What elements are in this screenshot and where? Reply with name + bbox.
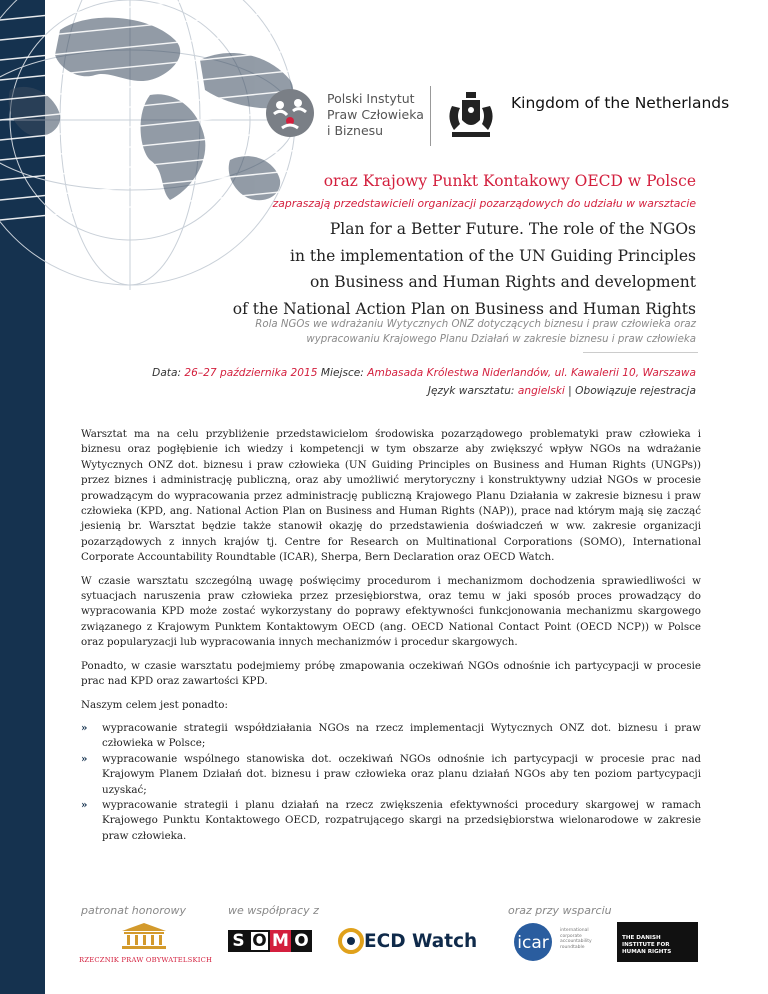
workshop-subtitle — [255, 317, 696, 347]
separator: | — [568, 385, 572, 397]
danish-logo-line: HUMAN RIGHTS — [622, 948, 672, 955]
paragraph: Warsztat ma na celu przybliżenie przedstawicielom środowiska pozarządowego problematyki praw człowieka i biznesu oraz pogłębienie ich wiedzy i kompetencji w tym obszarze aby zwiększyć wpływ NGOs na wdrażanie Wytycznych ONZ dot. biznesu i praw człowieka (UN Guiding Principles on Business and Human Rights (UNGPs)) przez biznes i administrację publiczną, oraz aby umożliwić merytoryczny i konstruktywny udział NGOs w procesie prowadzącym do wypracowania przez administrację publiczną Krajowego Planu Działania w zakresie biznesu i praw człowieka (KPD, ang. National Action Plan on Business and Human Rights (NAP)), prace nad którym mają się zacząć jesienią br. Warsztat będzie także stanowił okazję do przedstawienia doświadczeń w ww. zakresie organizacji pozarządowych z innych krajów tj. Centre for Research on Multinational Corporations (SOMO), International Corporate Accountability Roundtable (ICAR), Sherpa, Bern Declaration oraz OECD Watch. — [81, 428, 701, 564]
list-item-text: wypracowanie wspólnego stanowiska dot. oczekiwań NGOs odnośnie ich partycypacji w procesie prac nad Krajowym Planem Działań dot. biznesu i praw człowieka oraz planu działań NGOs aby ten poziom partycypacji uzyskać; — [102, 752, 701, 796]
goals-list — [81, 721, 701, 844]
pip-logo-text — [327, 91, 424, 139]
body-text — [81, 427, 701, 844]
danish-logo-line: INSTITUTE FOR — [622, 941, 670, 948]
subtitle-rule — [583, 352, 698, 353]
event-date-place — [152, 367, 696, 379]
icar-subtitle — [560, 928, 592, 950]
danish-institute-logo — [617, 922, 698, 962]
somo-logo — [228, 930, 312, 952]
icar-subtitle-line: roundtable — [560, 944, 585, 950]
workshop-title — [233, 216, 696, 322]
patronage-label: patronat honorowy — [81, 904, 186, 917]
rpo-building-icon — [118, 922, 170, 950]
rpo-logo — [79, 922, 213, 964]
date-value: 26–27 października 2015 — [184, 367, 318, 379]
list-item — [81, 721, 701, 752]
somo-letter: O — [291, 930, 312, 952]
oecd-watch-text: ECD Watch — [364, 930, 478, 952]
netherlands-logo-text: Kingdom of the Netherlands — [511, 94, 730, 112]
title-line: of the National Action Plan on Business and Human Rights — [232, 299, 696, 318]
language-value: angielski — [517, 385, 565, 397]
oecd-watch-o-icon — [338, 928, 364, 954]
subtitle-line: Rola NGOs we wdrażaniu Wytycznych ONZ dotyczących biznesu i praw człowieka oraz — [255, 319, 696, 330]
paragraph: Naszym celem jest ponadto: — [81, 698, 228, 711]
list-item — [81, 752, 701, 798]
netherlands-crest-icon — [442, 88, 500, 142]
pip-logo-line: Praw Człowieka — [327, 107, 424, 122]
place-value: Ambasada Królestwa Niderlandów, ul. Kawalerii 10, Warszawa — [367, 367, 696, 379]
bullet-icon: » — [81, 798, 88, 811]
bullet-icon: » — [81, 721, 88, 734]
date-label: Data: — [152, 367, 182, 379]
somo-letter: S — [228, 930, 249, 952]
somo-letter: O — [249, 930, 270, 952]
title-line: on Business and Human Rights and development — [310, 273, 696, 291]
title-line: in the implementation of the UN Guiding Principles — [290, 246, 696, 265]
icar-subtitle-line: corporate — [560, 933, 582, 939]
subtitle-line: wypracowaniu Krajowego Planu Działań w zakresie biznesu i praw człowieka — [306, 334, 696, 345]
registration-note: Obowiązuje rejestracja — [575, 385, 696, 397]
list-item — [81, 798, 701, 844]
pip-logo-line: i Biznesu — [327, 123, 384, 138]
list-item-text: wypracowanie strategii i planu działań na rzecz zwiększenia efektywności procedury skargowej w ramach Krajowego Punktu Kontaktowego OECD, rozpatrującego skargi na przedsiębiorstwa wielonarodowe w zakresie praw człowieka. — [102, 798, 701, 842]
icar-logo-text: icar — [517, 933, 549, 953]
list-item-text: wypracowanie strategii współdziałania NGOs na rzecz implementacji Wytycznych ONZ dot. biznesu i praw człowieka w Polsce; — [102, 721, 701, 750]
title-line: Plan for a Better Future. The role of the NGOs — [329, 220, 696, 238]
bullet-icon: » — [81, 752, 88, 765]
rpo-text: RZECZNIK PRAW OBYWATELSKICH — [79, 956, 213, 964]
icar-subtitle-line: international — [560, 928, 589, 933]
logo-divider — [430, 86, 431, 146]
oecd-watch-logo — [338, 927, 477, 955]
invitation-line: zapraszają przedstawicieli organizacji pozarządowych do udziału w warsztacie — [272, 197, 696, 210]
cooperation-label: we współpracy z — [228, 904, 319, 917]
pip-logo-icon — [265, 88, 315, 138]
support-label: oraz przy wsparciu — [508, 904, 612, 917]
danish-logo-line: THE DANISH — [622, 935, 661, 941]
co-organizer-line: oraz Krajowy Punkt Kontakowy OECD w Polsce — [323, 172, 696, 190]
pip-logo-line: Polski Instytut — [327, 91, 415, 106]
somo-letter: M — [270, 930, 291, 952]
event-language — [428, 385, 696, 397]
paragraph: Ponadto, w czasie warsztatu podejmiemy próbę zmapowania oczekiwań NGOs odnośnie ich partycypacji w procesie prac nad KPD oraz zawartości KPD. — [81, 659, 701, 688]
language-label: Język warsztatu: — [427, 385, 515, 397]
icar-subtitle-line: accountability — [560, 939, 592, 944]
paragraph: W czasie warsztatu szczególną uwagę poświęcimy procedurom i mechanizmom dochodzenia sprawiedliwości w sytuacjach naruszenia praw człowieka przez przesiębiorstwa, oraz temu w jaki sposób proces prowadzący do wypracowania KPD może zostać wykorzystany do poprawy efektywności funkcjonowania mechanizmu skargowego związanego z Krajowym Punktem Kontaktowym OECD (ang. OECD National Contact Point (OECD NCP)) w Polsce oraz popularyzacji lub wypracowania innych mechanizmów i procedur skargowych. — [81, 574, 701, 649]
place-label: Miejsce: — [320, 367, 364, 379]
